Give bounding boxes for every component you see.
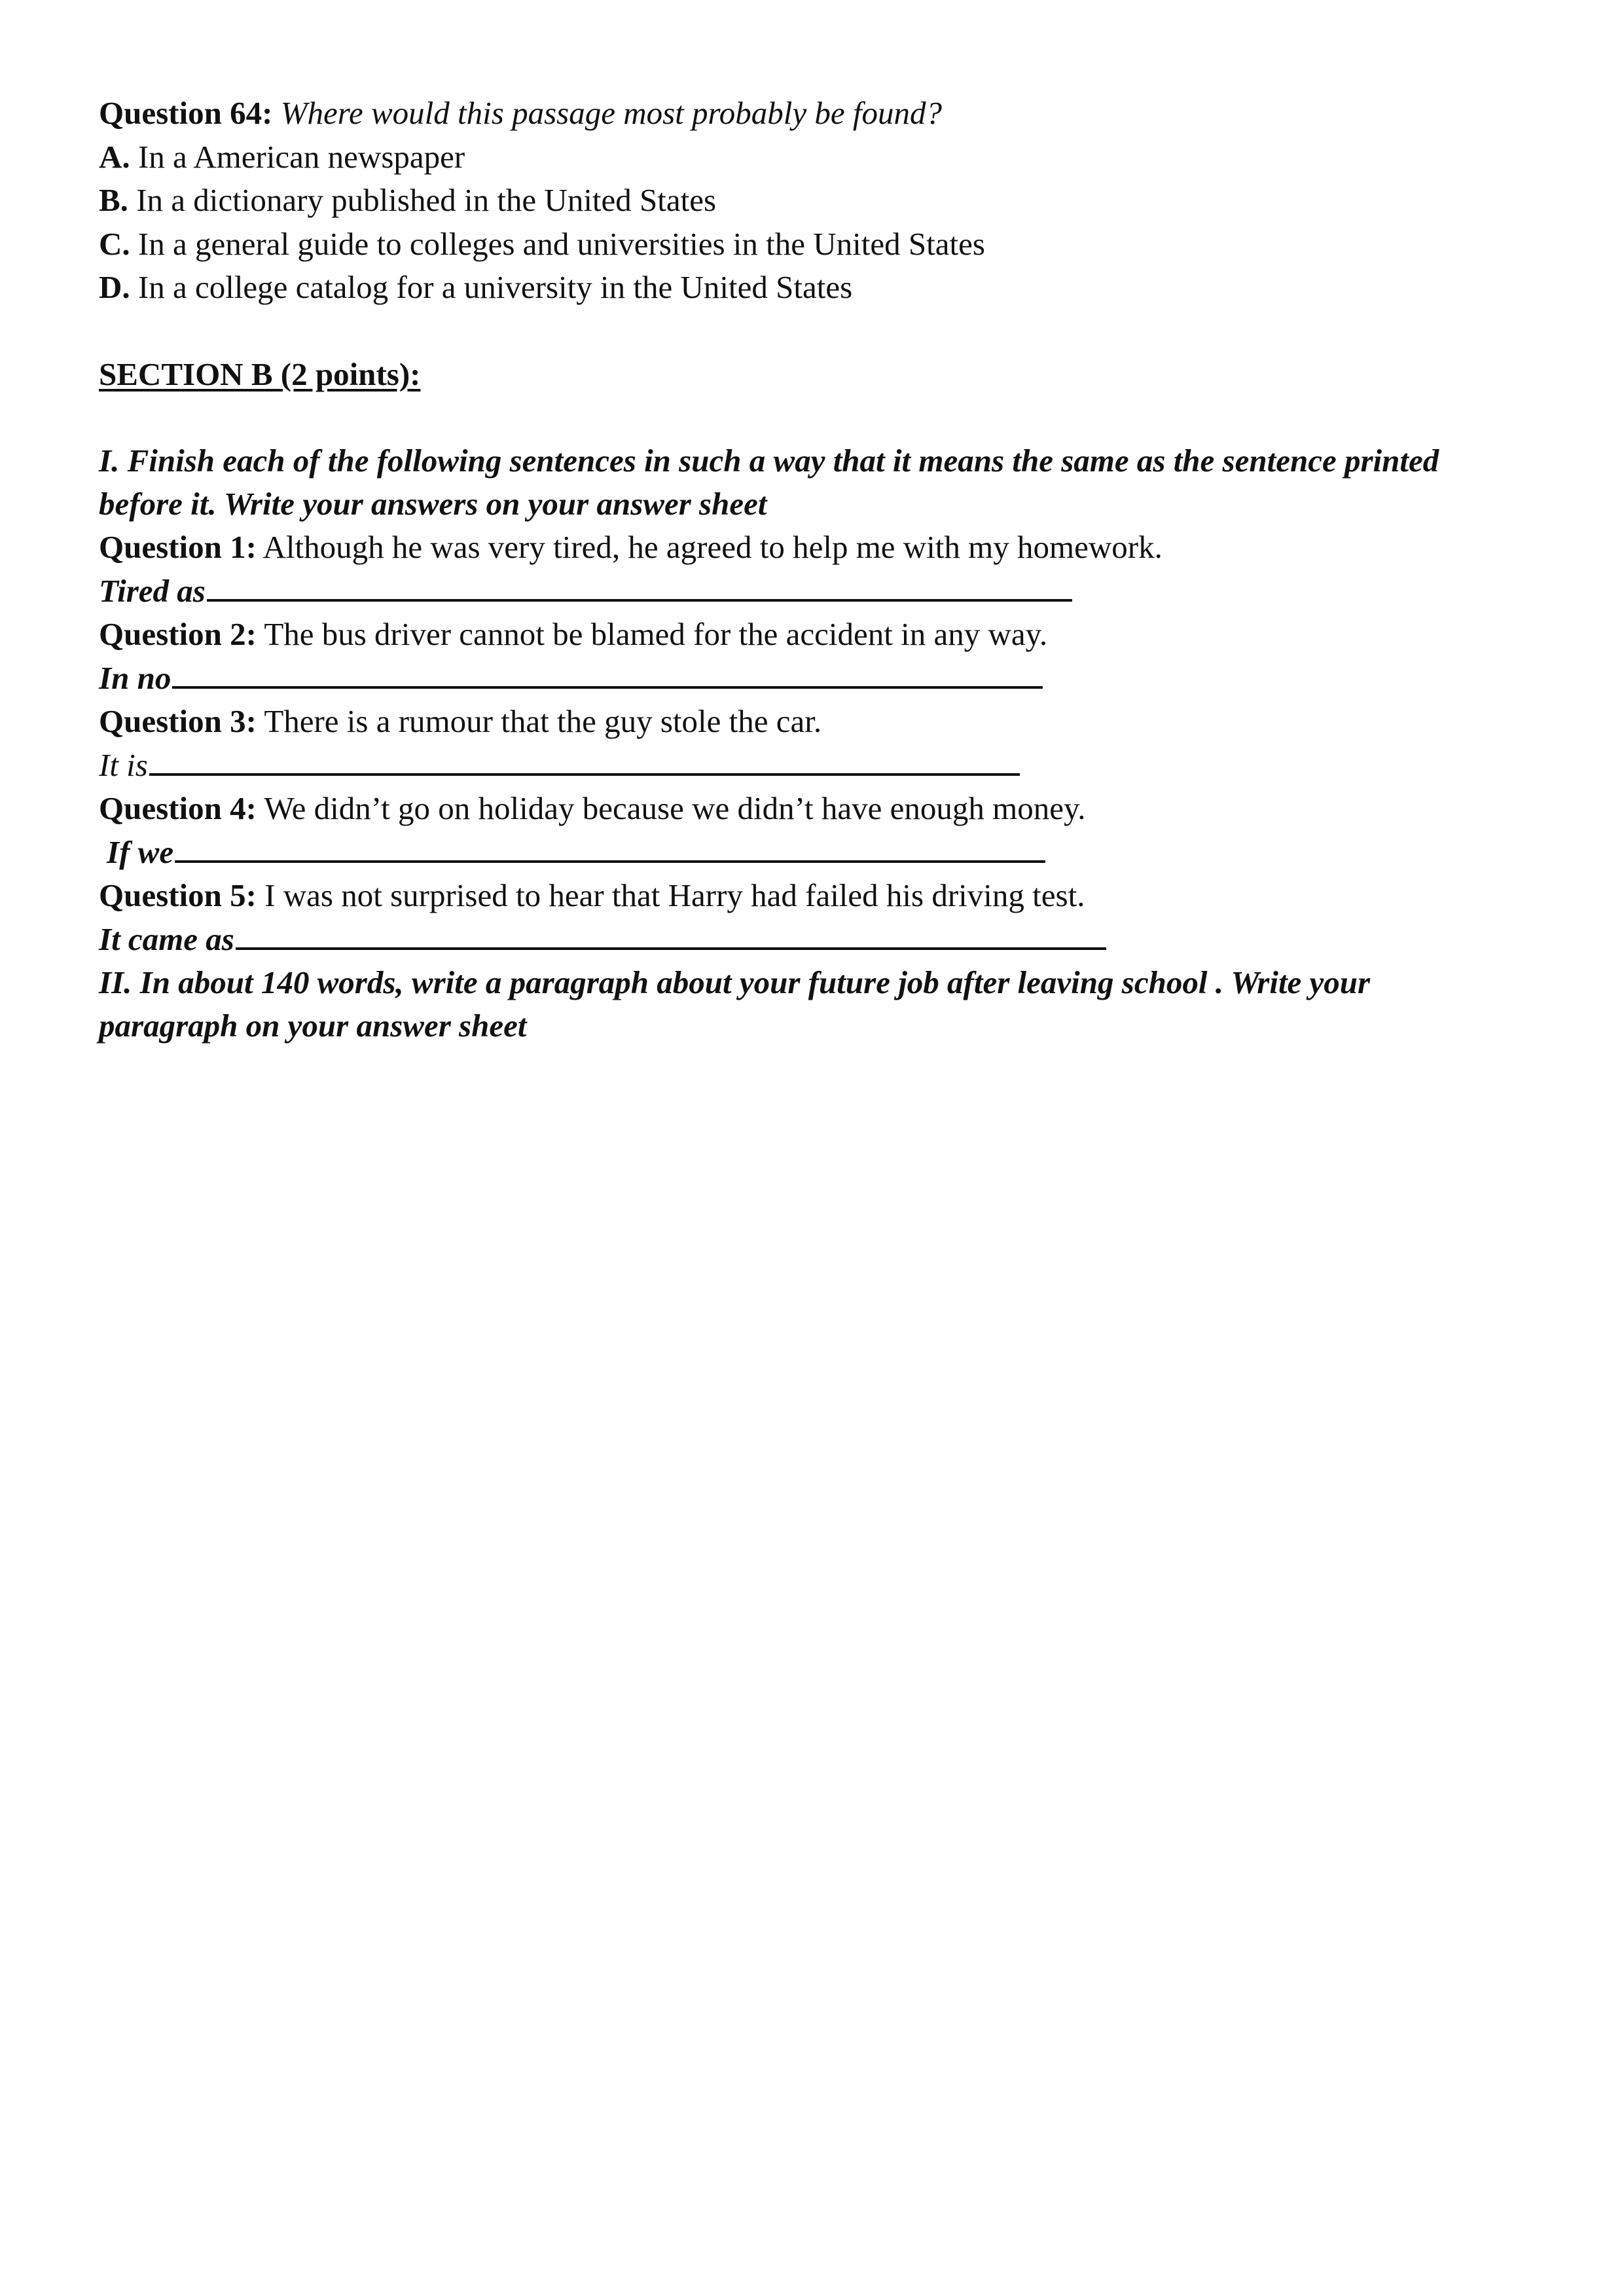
question-label: Question 64: [99, 95, 273, 131]
answer-line-1 [99, 570, 1539, 613]
answer-option-a [99, 136, 1539, 179]
answer-option-c [99, 223, 1539, 266]
answer-option-d [99, 266, 1539, 310]
answer-blank [207, 599, 1072, 602]
answer-prompt: Tired as [99, 572, 206, 609]
section-heading [99, 353, 1539, 397]
answer-blank [236, 947, 1106, 950]
exam-page [99, 92, 1539, 1048]
option-letter: C. [99, 225, 130, 262]
answer-prompt: In no [99, 659, 171, 696]
answer-blank [149, 773, 1020, 776]
option-letter: A. [99, 138, 130, 175]
rewrite-question-5 [99, 874, 1539, 918]
question-text: We didn’t go on holiday because we didn’t have enough money. [264, 790, 1086, 826]
question-prompt: Where would this passage most probably be found? [280, 95, 943, 131]
option-text: In a college catalog for a university in the United States [137, 269, 853, 305]
answer-prompt: It came as [99, 920, 234, 957]
answer-line-4 [99, 831, 1539, 875]
rewrite-question-4 [99, 787, 1539, 831]
question-label: Question 3: [99, 703, 257, 739]
question-text: There is a rumour that the guy stole the car. [264, 703, 822, 739]
answer-blank [175, 860, 1045, 863]
rewrite-question-2 [99, 613, 1539, 657]
option-letter: B. [99, 182, 128, 218]
option-text: In a American newspaper [137, 138, 465, 175]
question-text: The bus driver cannot be blamed for the accident in any way. [264, 616, 1048, 652]
answer-prompt: It is [99, 746, 148, 783]
option-text: In a general guide to colleges and universities in the United States [137, 225, 985, 262]
spacer [99, 310, 1539, 353]
rewrite-question-3 [99, 700, 1539, 744]
answer-line-2 [99, 657, 1539, 701]
question-label: Question 4: [99, 790, 257, 826]
section-title: SECTION B (2 points): [99, 355, 421, 392]
answer-blank [172, 686, 1043, 689]
rewrite-question-1 [99, 526, 1539, 570]
part-1-instruction: I. Finish each of the following sentences in such a way that it means the same as the sentence printed before it. Write your answers on your answer sheet [99, 443, 1439, 522]
question-text: Although he was very tired, he agreed to help me with my homework. [262, 529, 1163, 565]
question-label: Question 5: [99, 877, 257, 913]
part-2-instruction: II. In about 140 words, write a paragraph about your future job after leaving school . Write your paragraph on your answer sheet [99, 964, 1371, 1044]
question-label: Question 2: [99, 616, 257, 652]
answer-line-5 [99, 918, 1539, 962]
spacer [99, 396, 1539, 439]
question-64 [99, 92, 1539, 136]
question-label: Question 1: [99, 529, 257, 565]
answer-prompt: If we [107, 833, 174, 870]
option-letter: D. [99, 269, 130, 305]
question-text: I was not surprised to hear that Harry had failed his driving test. [264, 877, 1085, 913]
answer-option-b [99, 179, 1539, 223]
option-text: In a dictionary published in the United States [136, 182, 717, 218]
answer-line-3 [99, 744, 1539, 788]
